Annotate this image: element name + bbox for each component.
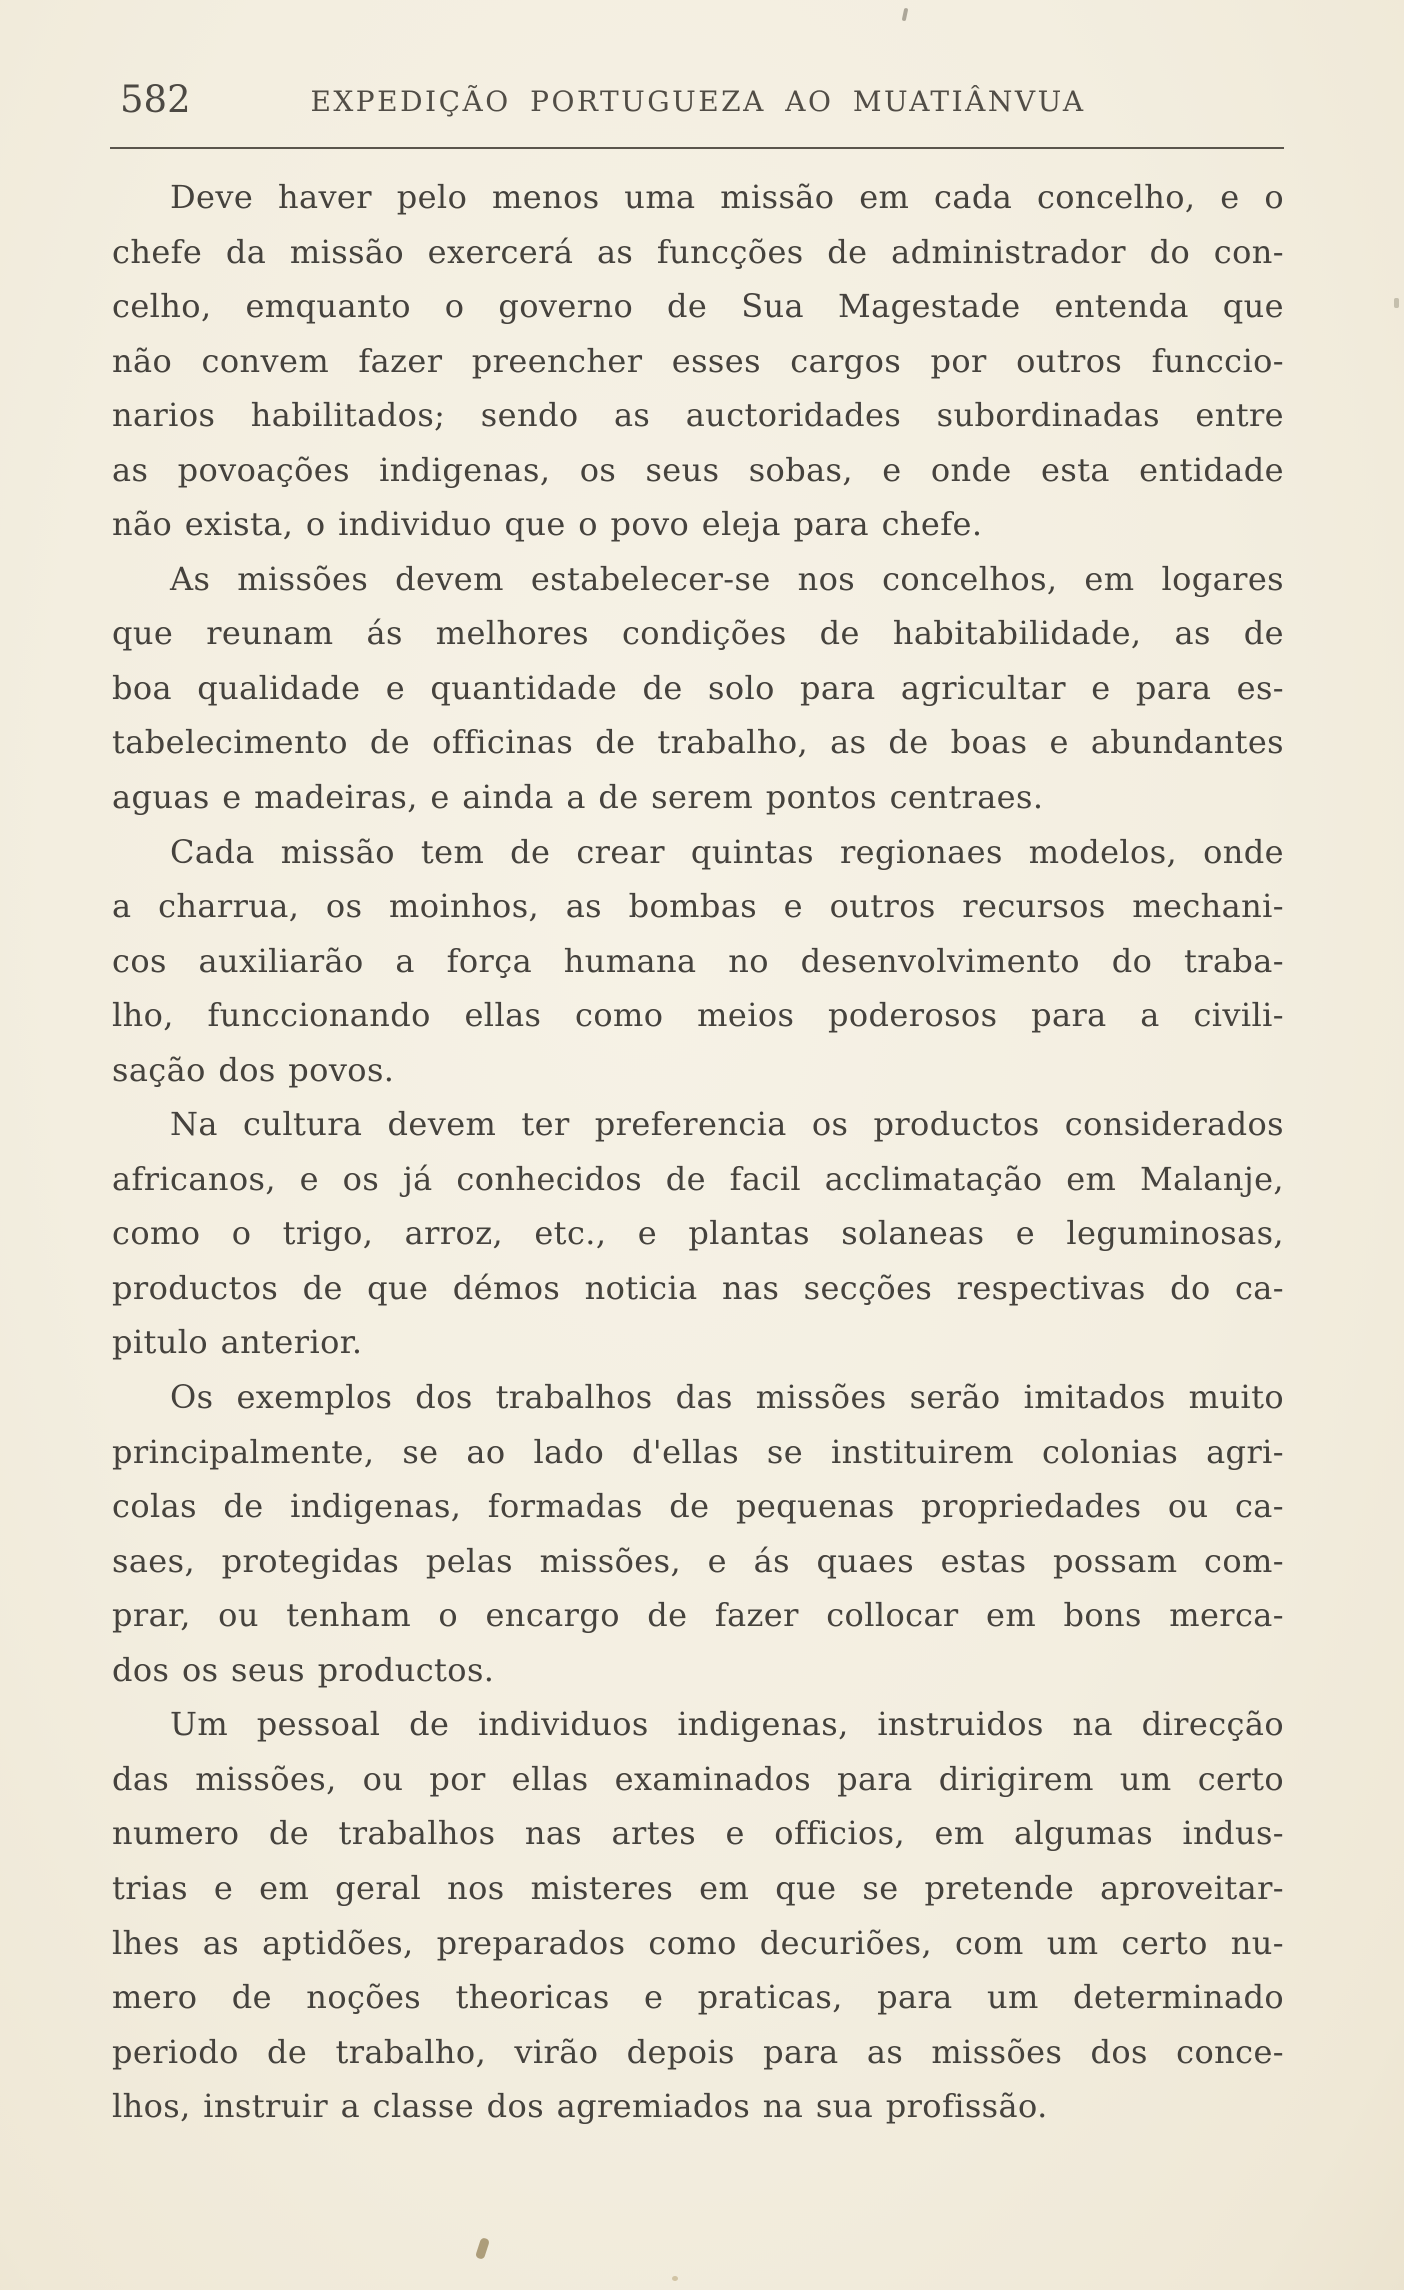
text-line: boa qualidade e quantidade de solo para agricultar e para es- bbox=[112, 668, 1284, 707]
text-line: celho, emquanto o governo de Sua Magestade entenda que bbox=[112, 287, 1284, 326]
header-rule bbox=[110, 147, 1284, 149]
text-line: lhes as aptidões, preparados como decuriões, com um certo nu- bbox=[112, 1923, 1284, 1962]
text-line: a charrua, os moinhos, as bombas e outros recursos mechani- bbox=[112, 887, 1284, 926]
text-line: pitulo anterior. bbox=[112, 1323, 363, 1362]
text-line: narios habilitados; sendo as auctoridades subordinadas entre bbox=[112, 396, 1284, 435]
text-line: prar, ou tenham o encargo de fazer collocar em bons merca- bbox=[112, 1596, 1284, 1635]
paper-speck bbox=[902, 8, 909, 22]
text-line: Um pessoal de individuos indigenas, instruidos na direcção bbox=[170, 1705, 1284, 1744]
text-line: das missões, ou por ellas examinados para dirigirem um certo bbox=[112, 1759, 1284, 1798]
text-line: não convem fazer preencher esses cargos por outros funccio- bbox=[112, 341, 1284, 380]
paper-speck bbox=[1394, 298, 1399, 308]
text-line: productos de que démos noticia nas secções respectivas do ca- bbox=[112, 1268, 1284, 1307]
text-line: que reunam ás melhores condições de habitabilidade, as de bbox=[112, 614, 1284, 653]
text-line: aguas e madeiras, e ainda a de serem pontos centraes. bbox=[112, 778, 1044, 817]
text-line: Na cultura devem ter preferencia os productos considerados bbox=[170, 1105, 1284, 1144]
running-title: EXPEDIÇÃO PORTUGUEZA AO MUATIÂNVUA bbox=[310, 85, 1086, 118]
text-line: lho, funccionando ellas como meios poderosos para a civili- bbox=[112, 996, 1284, 1035]
text-line: principalmente, se ao lado d'ellas se instituirem colonias agri- bbox=[112, 1432, 1284, 1471]
text-line: as povoações indigenas, os seus sobas, e onde esta entidade bbox=[112, 450, 1284, 489]
text-line: lhos, instruir a classe dos agremiados na sua profissão. bbox=[112, 2087, 1048, 2126]
text-line: não exista, o individuo que o povo eleja para chefe. bbox=[112, 505, 983, 544]
text-line: como o trigo, arroz, etc., e plantas solaneas e leguminosas, bbox=[112, 1214, 1284, 1253]
text-line: cos auxiliarão a força humana no desenvolvimento do traba- bbox=[112, 941, 1284, 980]
page-number: 582 bbox=[120, 78, 191, 121]
paper-speck bbox=[475, 2237, 490, 2260]
text-line: As missões devem estabelecer-se nos concelhos, em logares bbox=[170, 559, 1284, 598]
text-line: africanos, e os já conhecidos de facil acclimatação em Malanje, bbox=[112, 1159, 1284, 1198]
paper-speck bbox=[672, 2276, 678, 2281]
text-line: colas de indigenas, formadas de pequenas propriedades ou ca- bbox=[112, 1487, 1284, 1526]
text-line: Deve haver pelo menos uma missão em cada concelho, e o bbox=[170, 178, 1284, 216]
text-line: periodo de trabalho, virão depois para as missões dos conce- bbox=[112, 2032, 1284, 2071]
text-line: chefe da missão exercerá as funcções de administrador do con- bbox=[112, 232, 1284, 271]
text-line: trias e em geral nos misteres em que se pretende aproveitar- bbox=[112, 1868, 1284, 1907]
text-line: numero de trabalhos nas artes e officios, em algumas indus- bbox=[112, 1814, 1284, 1853]
text-line: sação dos povos. bbox=[112, 1050, 395, 1089]
text-body bbox=[112, 170, 1284, 2134]
text-line: dos os seus productos. bbox=[112, 1650, 495, 1689]
text-line: Cada missão tem de crear quintas regionaes modelos, onde bbox=[170, 832, 1284, 871]
running-head bbox=[112, 80, 1284, 120]
text-line: saes, protegidas pelas missões, e ás quaes estas possam com- bbox=[112, 1541, 1284, 1580]
text-line: mero de noções theoricas e praticas, para um determinado bbox=[112, 1978, 1284, 2017]
text-line: Os exemplos dos trabalhos das missões serão imitados muito bbox=[170, 1378, 1284, 1417]
text-line: tabelecimento de officinas de trabalho, as de boas e abundantes bbox=[112, 723, 1284, 762]
